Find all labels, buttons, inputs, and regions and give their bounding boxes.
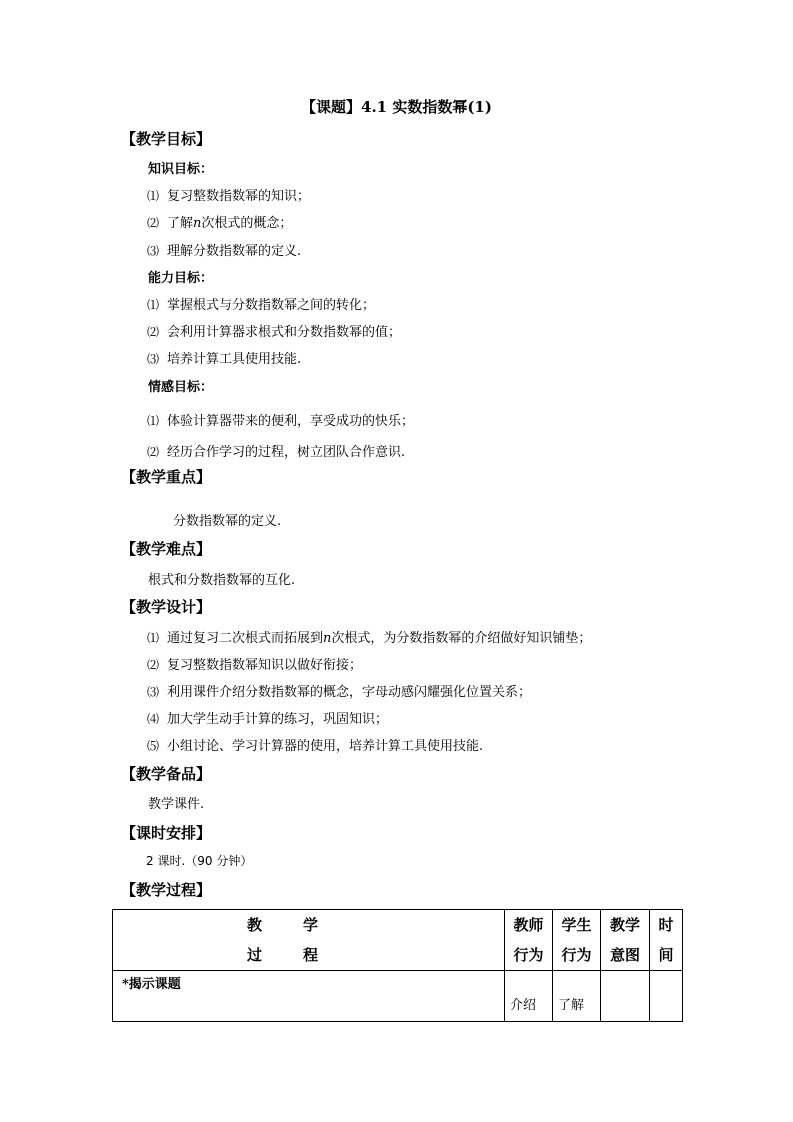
- list-item: [147, 410, 414, 429]
- table-cell-student: [553, 971, 601, 1022]
- item-number: ⑵: [147, 445, 160, 459]
- math-variable: n: [323, 631, 332, 646]
- header-char: 程: [303, 946, 319, 964]
- header-student-behavior: [553, 910, 601, 971]
- knowledge-goals-label: 知识目标：: [148, 162, 214, 177]
- item-text: 利用课件介绍分数指数幂的概念，字母动感闪耀强化位置关系；: [167, 685, 532, 700]
- header-text: 教学: [609, 916, 640, 934]
- list-item: [147, 321, 401, 340]
- table-row: [113, 971, 683, 1022]
- step-label: *揭示课题: [122, 977, 181, 992]
- item-number: ⑸: [147, 739, 160, 753]
- table-header-row: [113, 910, 683, 971]
- list-item: [147, 348, 301, 367]
- item-text: 了解: [167, 216, 194, 231]
- list-item: [147, 654, 362, 673]
- item-number: ⑷: [147, 712, 160, 726]
- student-action: 了解: [558, 998, 585, 1013]
- header-char: 教: [247, 916, 263, 934]
- item-text: 体验计算器带来的便利，享受成功的快乐；: [167, 414, 415, 429]
- header-time: [650, 910, 683, 971]
- math-variable: n: [193, 216, 202, 231]
- process-table: [112, 909, 683, 1022]
- item-text: 掌握根式与分数指数幂之间的转化；: [167, 298, 376, 313]
- item-text: 小组讨论、学习计算器的使用，培养计算工具使用技能.: [167, 739, 484, 754]
- item-text: 经历合作学习的过程，树立团队合作意识.: [167, 445, 406, 460]
- header-text: 行为: [513, 946, 544, 964]
- list-item: [147, 441, 405, 460]
- difficulty-text: 根式和分数指数幂的互化.: [148, 573, 296, 588]
- list-item: [147, 185, 310, 204]
- header-text: 行为: [561, 946, 592, 964]
- item-text: 培养计算工具使用技能.: [167, 352, 302, 367]
- header-text: 时: [658, 916, 674, 934]
- schedule-text: 2 课时.（90 分钟）: [146, 854, 253, 868]
- teacher-action: 介绍: [510, 998, 537, 1013]
- header-teaching-intent: [601, 910, 650, 971]
- item-text: 加大学生动手计算的练习，巩固知识；: [167, 712, 389, 727]
- list-item: [147, 627, 591, 646]
- item-text: 复习整数指数幂的知识；: [167, 189, 311, 204]
- ability-goals-label: 能力目标：: [148, 271, 214, 286]
- section-heading-objectives: 【教学目标】: [121, 130, 212, 148]
- item-number: ⑴: [147, 189, 160, 203]
- list-item: [147, 212, 292, 231]
- section-heading-design: 【教学设计】: [121, 598, 212, 616]
- item-number: ⑵: [147, 216, 160, 230]
- item-number: ⑴: [147, 631, 160, 645]
- section-heading-difficulties: 【教学难点】: [121, 540, 212, 558]
- list-item: [147, 294, 375, 313]
- item-number: ⑶: [147, 244, 160, 258]
- section-heading-preparation: 【教学备品】: [121, 765, 212, 783]
- header-char: 学: [303, 916, 319, 934]
- item-number: ⑵: [147, 658, 160, 672]
- section-heading-schedule: 【课时安排】: [121, 824, 212, 842]
- table-cell-time: [650, 971, 683, 1022]
- item-text: 会利用计算器求根式和分数指数幂的值；: [167, 325, 402, 340]
- header-teacher-behavior: [505, 910, 553, 971]
- item-text: 次根式，为分数指数幂的介绍做好知识铺垫；: [331, 631, 592, 646]
- header-text: 学生: [561, 916, 592, 934]
- item-number: ⑵: [147, 325, 160, 339]
- item-number: ⑴: [147, 414, 160, 428]
- list-item: [147, 735, 483, 754]
- header-char: 过: [247, 946, 263, 964]
- section-heading-process: 【教学过程】: [121, 881, 212, 899]
- table-cell-intent: [601, 971, 650, 1022]
- header-text: 意图: [609, 946, 640, 964]
- item-text: 次根式的概念；: [201, 216, 293, 231]
- item-text: 复习整数指数幂知识以做好衔接；: [167, 658, 363, 673]
- header-process: [113, 910, 505, 971]
- emotion-goals-label: 情感目标：: [148, 380, 214, 395]
- item-text: 理解分数指数幂的定义.: [167, 244, 302, 259]
- list-item: [147, 708, 388, 727]
- item-number: ⑶: [147, 685, 160, 699]
- preparation-text: 教学课件.: [148, 797, 205, 812]
- section-heading-key-points: 【教学重点】: [121, 468, 212, 486]
- item-text: 通过复习二次根式而拓展到: [167, 631, 324, 646]
- header-text: 教师: [513, 916, 544, 934]
- list-item: [147, 240, 301, 259]
- header-text: 间: [658, 946, 674, 964]
- table-cell-step: [113, 971, 505, 1022]
- page-title: 【课题】4.1 实数指数幂(1): [301, 98, 492, 116]
- key-point-text: 分数指数幂的定义.: [173, 514, 282, 529]
- item-number: ⑶: [147, 352, 160, 366]
- item-number: ⑴: [147, 298, 160, 312]
- table-cell-teacher: [505, 971, 553, 1022]
- list-item: [147, 681, 531, 700]
